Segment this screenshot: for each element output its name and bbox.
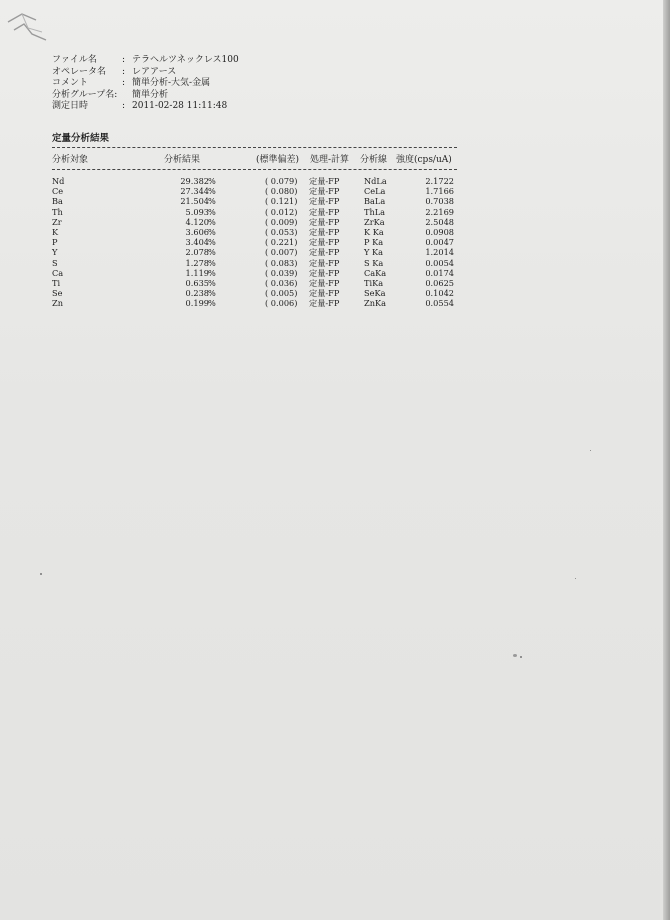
result-cell: 27.344 xyxy=(180,186,209,197)
header-label: オペレータ名 xyxy=(52,66,107,77)
std-dev-cell: ( 0.083) xyxy=(265,257,298,268)
header-label: ファイル名 xyxy=(52,55,97,65)
process-cell: 定量-FP xyxy=(309,196,340,207)
intensity-cell: 2.5048 xyxy=(425,216,454,227)
unit-cell: % xyxy=(208,257,216,268)
process-cell: 定量-FP xyxy=(309,206,340,217)
process-cell: 定量-FP xyxy=(309,226,340,237)
element-cell: S xyxy=(52,257,58,268)
divider-top xyxy=(52,147,457,148)
process-cell: 定量-FP xyxy=(309,267,340,278)
std-dev-cell: ( 0.007) xyxy=(265,247,298,258)
column-header-result: 分析結果 xyxy=(164,155,201,165)
process-cell: 定量-FP xyxy=(309,216,340,227)
table-row xyxy=(52,207,462,217)
unit-cell: % xyxy=(208,206,216,217)
std-dev-cell: ( 0.039) xyxy=(265,267,298,278)
intensity-cell: 0.1042 xyxy=(425,288,454,299)
std-dev-cell: ( 0.080) xyxy=(265,186,298,197)
intensity-cell: 0.0174 xyxy=(425,267,454,278)
element-cell: P xyxy=(52,237,58,248)
analysis-line-cell: P Ka xyxy=(364,237,384,248)
table-row xyxy=(52,298,462,308)
analysis-line-cell: SeKa xyxy=(364,288,386,299)
std-dev-cell: ( 0.053) xyxy=(265,226,298,237)
intensity-cell: 0.0908 xyxy=(425,226,454,237)
header-separator xyxy=(122,90,132,102)
unit-cell: % xyxy=(208,288,216,299)
std-dev-cell: ( 0.079) xyxy=(265,176,298,186)
comment-value: 簡単分析-大気-金属 xyxy=(132,78,211,89)
result-cell: 29.382 xyxy=(180,176,209,186)
process-cell: 定量-FP xyxy=(309,257,340,268)
file-info-header xyxy=(52,55,239,113)
column-header-sd: (標準偏差) xyxy=(256,155,300,165)
std-dev-cell: ( 0.005) xyxy=(265,288,298,299)
analysis-line-cell: BaLa xyxy=(364,196,386,207)
section-title: 定量分析結果 xyxy=(52,133,110,144)
table-header xyxy=(52,152,462,166)
table-row xyxy=(52,227,462,237)
element-cell: Th xyxy=(52,206,63,217)
element-cell: Nd xyxy=(52,176,65,186)
element-cell: Se xyxy=(52,288,63,299)
measurement-datetime-value: 2011-02-28 11:11:48 xyxy=(132,101,228,112)
analysis-line-cell: ZrKa xyxy=(364,216,385,227)
header-label: 測定日時 xyxy=(52,101,89,112)
unit-cell: % xyxy=(208,176,216,186)
result-cell: 3.404 xyxy=(185,237,209,248)
result-cell: 1.278 xyxy=(185,257,209,268)
std-dev-cell: ( 0.036) xyxy=(265,277,298,288)
analysis-line-cell: ThLa xyxy=(364,206,386,217)
intensity-cell: 0.0054 xyxy=(425,257,454,268)
element-cell: Ca xyxy=(52,267,64,278)
std-dev-cell: ( 0.009) xyxy=(265,216,298,227)
process-cell: 定量-FP xyxy=(309,277,340,288)
scan-speck xyxy=(575,578,576,579)
header-row xyxy=(52,90,239,102)
element-cell: Zr xyxy=(52,216,62,227)
std-dev-cell: ( 0.012) xyxy=(265,206,298,217)
header-row xyxy=(52,55,239,67)
header-separator: : xyxy=(122,101,126,112)
table-row xyxy=(52,217,462,227)
result-cell: 0.238 xyxy=(185,288,209,299)
result-cell: 0.199 xyxy=(185,298,209,309)
analysis-line-cell: K Ka xyxy=(364,226,384,237)
intensity-cell: 2.2169 xyxy=(425,206,454,217)
element-cell: Ba xyxy=(52,196,63,207)
result-cell: 2.078 xyxy=(185,247,209,258)
table-row xyxy=(52,278,462,288)
header-label: コメント xyxy=(52,78,89,89)
table-row xyxy=(52,176,462,186)
table-row xyxy=(52,186,462,196)
table-row xyxy=(52,237,462,247)
intensity-cell: 1.2014 xyxy=(425,247,454,258)
unit-cell: % xyxy=(208,216,216,227)
result-cell: 4.120 xyxy=(185,216,209,227)
process-cell: 定量-FP xyxy=(309,288,340,299)
header-separator: : xyxy=(122,78,126,89)
header-row xyxy=(52,78,239,90)
result-cell: 5.093 xyxy=(185,206,209,217)
header-row xyxy=(52,101,239,113)
process-cell: 定量-FP xyxy=(309,186,340,197)
result-cell: 0.635 xyxy=(185,277,209,288)
header-separator: : xyxy=(122,55,126,65)
analysis-line-cell: S Ka xyxy=(364,257,384,268)
unit-cell: % xyxy=(208,186,216,197)
scan-speck xyxy=(590,450,591,451)
results-table-body xyxy=(52,176,462,308)
unit-cell: % xyxy=(208,267,216,278)
scan-speck xyxy=(40,573,42,575)
column-header-element: 分析対象 xyxy=(52,155,89,165)
intensity-cell: 1.7166 xyxy=(425,186,454,197)
std-dev-cell: ( 0.006) xyxy=(265,298,298,309)
result-cell: 21.504 xyxy=(180,196,209,207)
process-cell: 定量-FP xyxy=(309,176,340,186)
unit-cell: % xyxy=(208,196,216,207)
unit-cell: % xyxy=(208,237,216,248)
analysis-line-cell: Y Ka xyxy=(364,247,384,258)
table-row xyxy=(52,247,462,257)
process-cell: 定量-FP xyxy=(309,298,340,309)
analysis-line-cell: NdLa xyxy=(364,176,387,186)
divider-header xyxy=(52,169,457,170)
unit-cell: % xyxy=(208,226,216,237)
analysis-line-cell: TiKa xyxy=(364,277,384,288)
unit-cell: % xyxy=(208,298,216,309)
intensity-cell: 2.1722 xyxy=(425,176,454,186)
element-cell: Y xyxy=(52,247,58,258)
analysis-line-cell: CaKa xyxy=(364,267,387,278)
analysis-group-value: 簡単分析 xyxy=(132,89,169,100)
intensity-cell: 0.0047 xyxy=(425,237,454,248)
column-header-line: 分析線 xyxy=(360,155,388,165)
unit-cell: % xyxy=(208,247,216,258)
header-label: 分析グループ名: xyxy=(52,89,118,100)
element-cell: Ce xyxy=(52,186,64,197)
scan-speck xyxy=(513,654,517,657)
intensity-cell: 0.7038 xyxy=(425,196,454,207)
element-cell: Ti xyxy=(52,277,61,288)
intensity-cell: 0.0554 xyxy=(425,298,454,309)
header-row xyxy=(52,67,239,79)
table-row xyxy=(52,196,462,206)
analysis-line-cell: ZnKa xyxy=(364,298,386,309)
table-row xyxy=(52,268,462,278)
unit-cell: % xyxy=(208,277,216,288)
header-separator: : xyxy=(122,66,126,77)
process-cell: 定量-FP xyxy=(309,237,340,248)
page-edge-shadow xyxy=(663,0,670,920)
std-dev-cell: ( 0.221) xyxy=(265,237,298,248)
file-name-value: テラヘルツネックレス100 xyxy=(132,55,239,65)
element-cell: K xyxy=(52,226,59,237)
std-dev-cell: ( 0.121) xyxy=(265,196,298,207)
result-cell: 3.606 xyxy=(185,226,209,237)
analysis-line-cell: CeLa xyxy=(364,186,386,197)
process-cell: 定量-FP xyxy=(309,247,340,258)
scan-speck xyxy=(520,656,522,658)
intensity-cell: 0.0625 xyxy=(425,277,454,288)
column-header-process: 処理-計算 xyxy=(310,155,350,165)
table-row xyxy=(52,288,462,298)
table-row xyxy=(52,258,462,268)
operator-name-value: レアアース xyxy=(132,66,177,77)
staple-mark-icon xyxy=(6,10,50,50)
column-header-intensity: 強度(cps/uA) xyxy=(396,155,452,165)
element-cell: Zn xyxy=(52,298,63,309)
result-cell: 1.119 xyxy=(185,267,209,278)
